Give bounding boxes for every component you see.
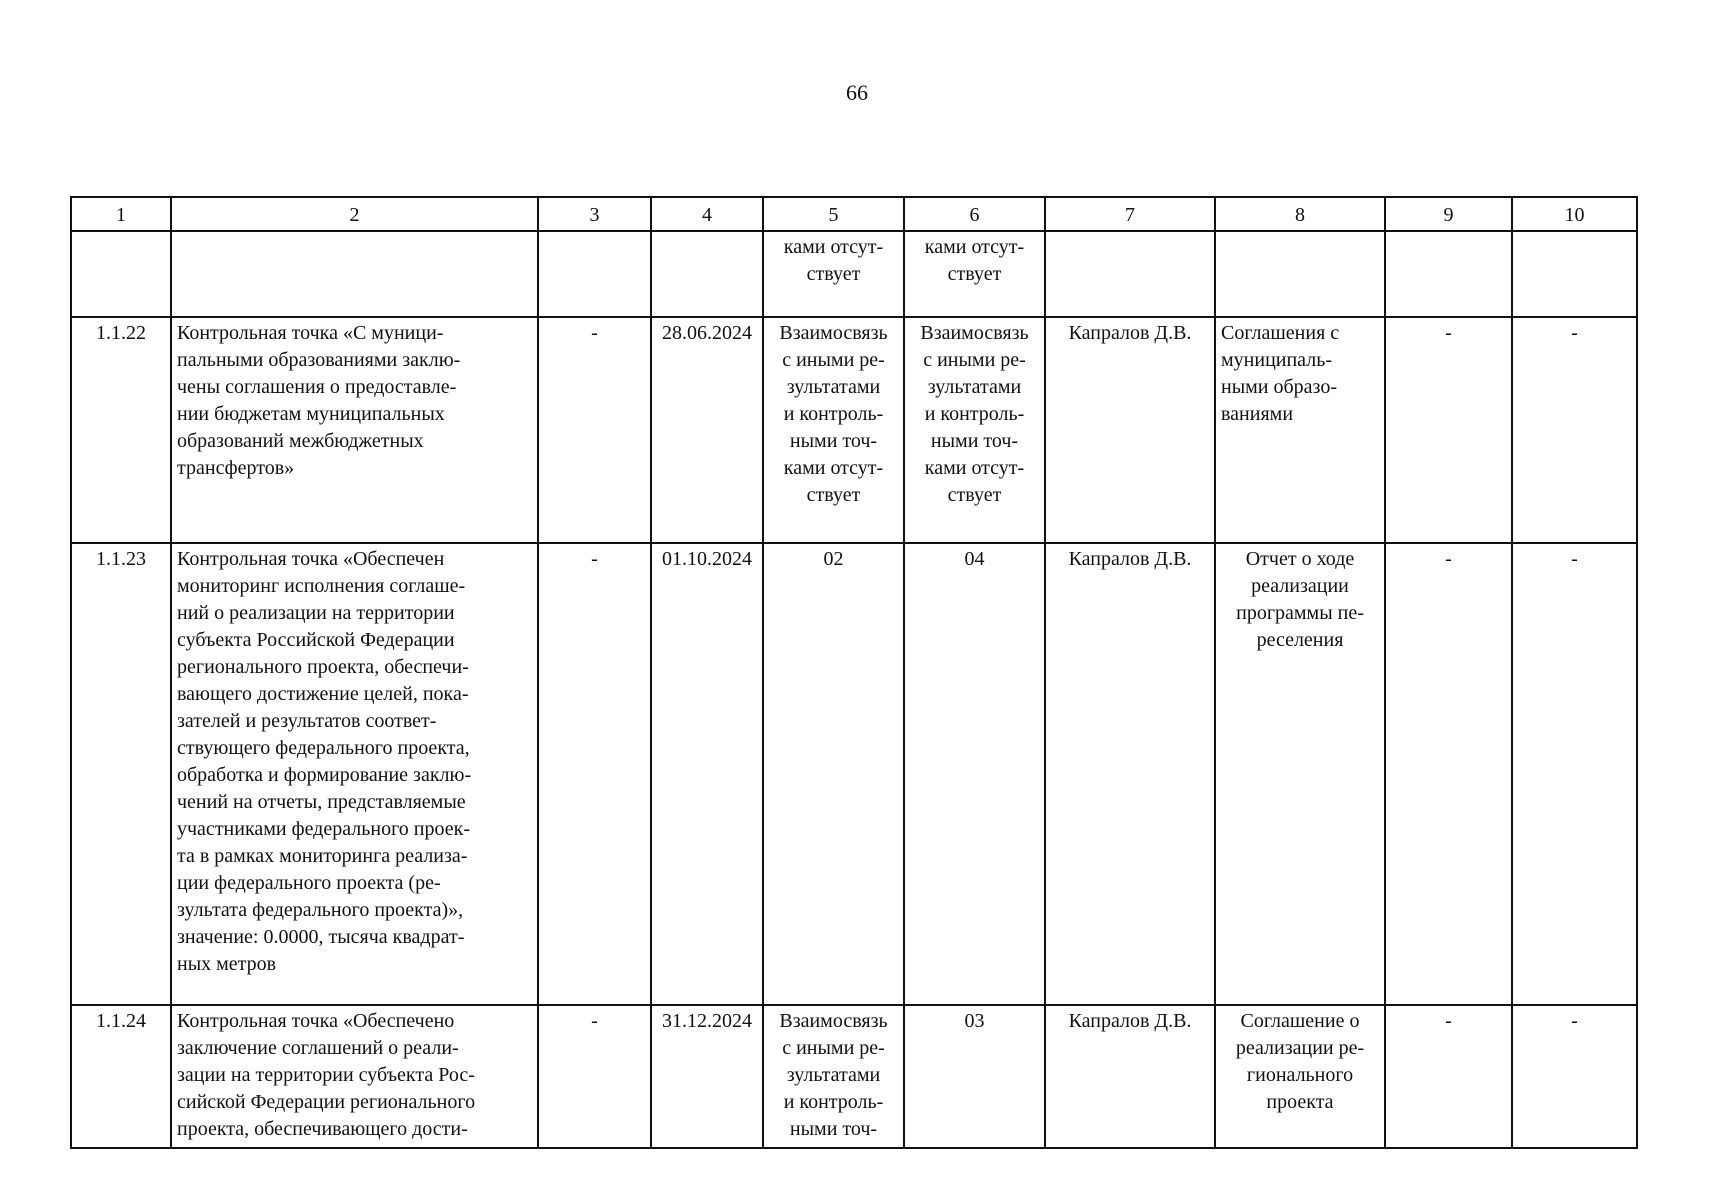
document-cell: Отчет о ходе реализации программы пе- реселения xyxy=(1215,543,1385,1005)
page-number: 66 xyxy=(846,80,868,105)
responsible-cell: Капралов Д.В. xyxy=(1045,1005,1215,1148)
col3-cell: - xyxy=(538,317,651,543)
header-cell: 3 xyxy=(538,197,651,231)
row-number-cell: 1.1.22 xyxy=(71,317,171,543)
col9-cell: - xyxy=(1385,1005,1512,1148)
col6-cell: 03 xyxy=(904,1005,1045,1148)
header-cell: 4 xyxy=(651,197,763,231)
control-point-name-cell: Контрольная точка «Обеспечен мониторинг исполнения соглаше- ний о реализации на территории субъекта Российской Федерации регионального проекта, обеспечи- вающего достижение целей, пока- зателей и результатов соответ- ствующего федерального проекта, обработка и формирование заклю- чений на отчеты, представляемые участниками федерального проек- та в рамках мониторинга реализа- ции федерального проекта (ре- зультата федерального проекта)», значение: 0.0000, тысяча квадрат- ных метров xyxy=(171,543,538,1005)
document-cell xyxy=(1215,231,1385,317)
col3-cell xyxy=(538,231,651,317)
header-cell: 8 xyxy=(1215,197,1385,231)
responsible-cell xyxy=(1045,231,1215,317)
document-cell: Соглашение о реализации ре- гионального проекта xyxy=(1215,1005,1385,1148)
col10-cell xyxy=(1512,231,1637,317)
date-cell: 28.06.2024 xyxy=(651,317,763,543)
date-cell: 31.12.2024 xyxy=(651,1005,763,1148)
header-cell: 7 xyxy=(1045,197,1215,231)
row-number-cell xyxy=(71,231,171,317)
col10-cell: - xyxy=(1512,543,1637,1005)
header-row xyxy=(71,197,1637,231)
control-points-table xyxy=(70,196,1638,1149)
row-number-cell: 1.1.24 xyxy=(71,1005,171,1148)
col5-cell: Взаимосвязь с иными ре- зультатами и контроль- ными точ- ками отсут- ствует xyxy=(763,317,904,543)
col9-cell xyxy=(1385,231,1512,317)
col9-cell: - xyxy=(1385,543,1512,1005)
col6-cell: ками отсут- ствует xyxy=(904,231,1045,317)
header-cell: 5 xyxy=(763,197,904,231)
document-cell: Соглашения с муниципаль- ными образо- ваниями xyxy=(1215,317,1385,543)
control-point-name-cell: Контрольная точка «С муници- пальными образованиями заклю- чены соглашения о предоставле- нии бюджетам муниципальных образований межбюджетных трансфертов» xyxy=(171,317,538,543)
col3-cell: - xyxy=(538,1005,651,1148)
header-cell: 1 xyxy=(71,197,171,231)
table-row xyxy=(71,543,1637,1005)
col3-cell: - xyxy=(538,543,651,1005)
table-row xyxy=(71,317,1637,543)
col10-cell: - xyxy=(1512,317,1637,543)
col6-cell: 04 xyxy=(904,543,1045,1005)
header-cell: 9 xyxy=(1385,197,1512,231)
col10-cell: - xyxy=(1512,1005,1637,1148)
responsible-cell: Капралов Д.В. xyxy=(1045,543,1215,1005)
col5-cell: 02 xyxy=(763,543,904,1005)
col9-cell: - xyxy=(1385,317,1512,543)
header-cell: 6 xyxy=(904,197,1045,231)
col5-cell: Взаимосвязь с иными ре- зультатами и контроль- ными точ- xyxy=(763,1005,904,1148)
date-cell xyxy=(651,231,763,317)
table-row xyxy=(71,1005,1637,1148)
table-row xyxy=(71,231,1637,317)
responsible-cell: Капралов Д.В. xyxy=(1045,317,1215,543)
col6-cell: Взаимосвязь с иными ре- зультатами и контроль- ными точ- ками отсут- ствует xyxy=(904,317,1045,543)
control-point-name-cell xyxy=(171,231,538,317)
control-point-name-cell: Контрольная точка «Обеспечено заключение соглашений о реали- зации на территории субъекта Рос- сийской Федерации регионального проекта, обеспечивающего дости- xyxy=(171,1005,538,1148)
header-cell: 10 xyxy=(1512,197,1637,231)
col5-cell: ками отсут- ствует xyxy=(763,231,904,317)
row-number-cell: 1.1.23 xyxy=(71,543,171,1005)
header-cell: 2 xyxy=(171,197,538,231)
date-cell: 01.10.2024 xyxy=(651,543,763,1005)
